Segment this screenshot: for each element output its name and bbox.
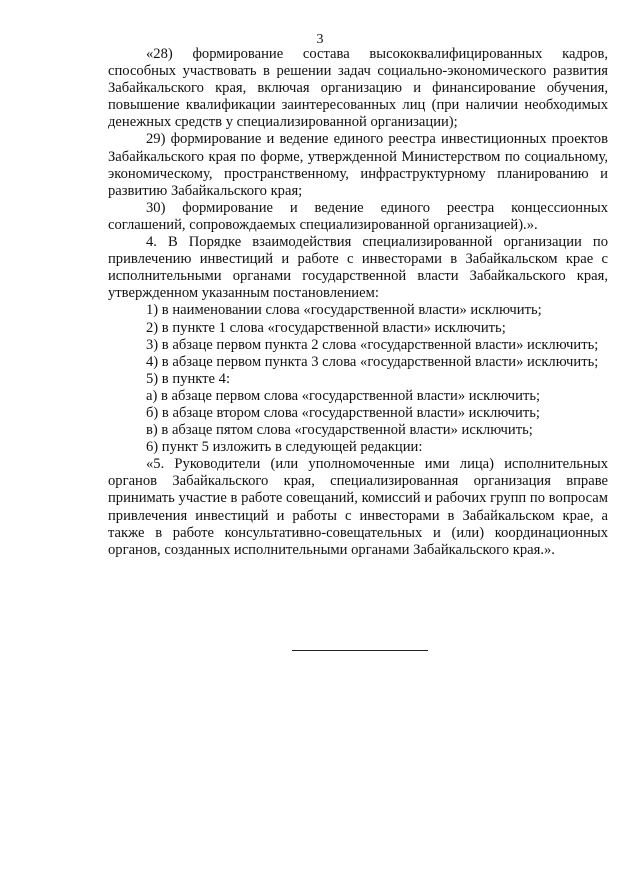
- paragraph-subitem-5: 5) в пункте 4:: [146, 370, 231, 387]
- document-body: [108, 46, 608, 559]
- paragraph-subitem-6: 6) пункт 5 изложить в следующей редакции:: [146, 439, 423, 456]
- paragraph-subitem-1: 1) в наименовании слова «государственной власти» исключить;: [146, 302, 542, 319]
- paragraph-subitem-4: 4) в абзаце первом пункта 3 слова «государственной власти» исключить;: [146, 353, 599, 370]
- paragraph-subitem-3: 3) в абзаце первом пункта 2 слова «государственной власти» исключить;: [146, 336, 599, 353]
- paragraph-new-item-5: «5. Руководители (или уполномоченные ими лица) исполнительных органов Забайкальского края, специализированная организация вправе принимать участие в работе совещаний, комиссий и рабочих групп по вопросам привлечения инвестиций и работы с инвесторами в Забайкальском крае, а также в работе консультативно-совещательных и (или) координационных органов, созданных исполнительными органами Забайкальского края.».: [108, 456, 608, 558]
- paragraph-subitem-5a: а) в абзаце первом слова «государственной власти» исключить;: [146, 387, 541, 404]
- paragraph-item-28: «28) формирование состава высококвалифицированных кадров, способных участвовать в решении задач социально-экономического развития Забайкальского края, включая организацию и финансирование обучения, повышение квалификации заинтересованных лиц (при наличии необходимых денежных средств у специализированной организации);: [108, 46, 608, 131]
- page-number: 3: [316, 32, 324, 47]
- end-of-document-rule: [292, 650, 428, 651]
- paragraph-item-29: 29) формирование и ведение единого реестра инвестиционных проектов Забайкальского края по форме, утвержденной Министерством по социальному, экономическому, пространственному, инфраструктурному планированию и развитию Забайкальского края;: [108, 131, 608, 199]
- paragraph-item-30: 30) формирование и ведение единого реестра концессионных соглашений, сопровождаемых специализированной организацией).».: [108, 199, 608, 233]
- paragraph-subitem-5v: в) в абзаце пятом слова «государственной власти» исключить;: [146, 422, 533, 439]
- paragraph-subitem-2: 2) в пункте 1 слова «государственной власти» исключить;: [146, 319, 506, 336]
- paragraph-subitem-5b: б) в абзаце втором слова «государственной власти» исключить;: [146, 404, 540, 421]
- paragraph-section-4: 4. В Порядке взаимодействия специализированной организации по привлечению инвестиций и работе с инвесторами в Забайкальском крае с исполнительными органами государственной власти Забайкальского края, утвержденном указанным постановлением:: [108, 234, 608, 302]
